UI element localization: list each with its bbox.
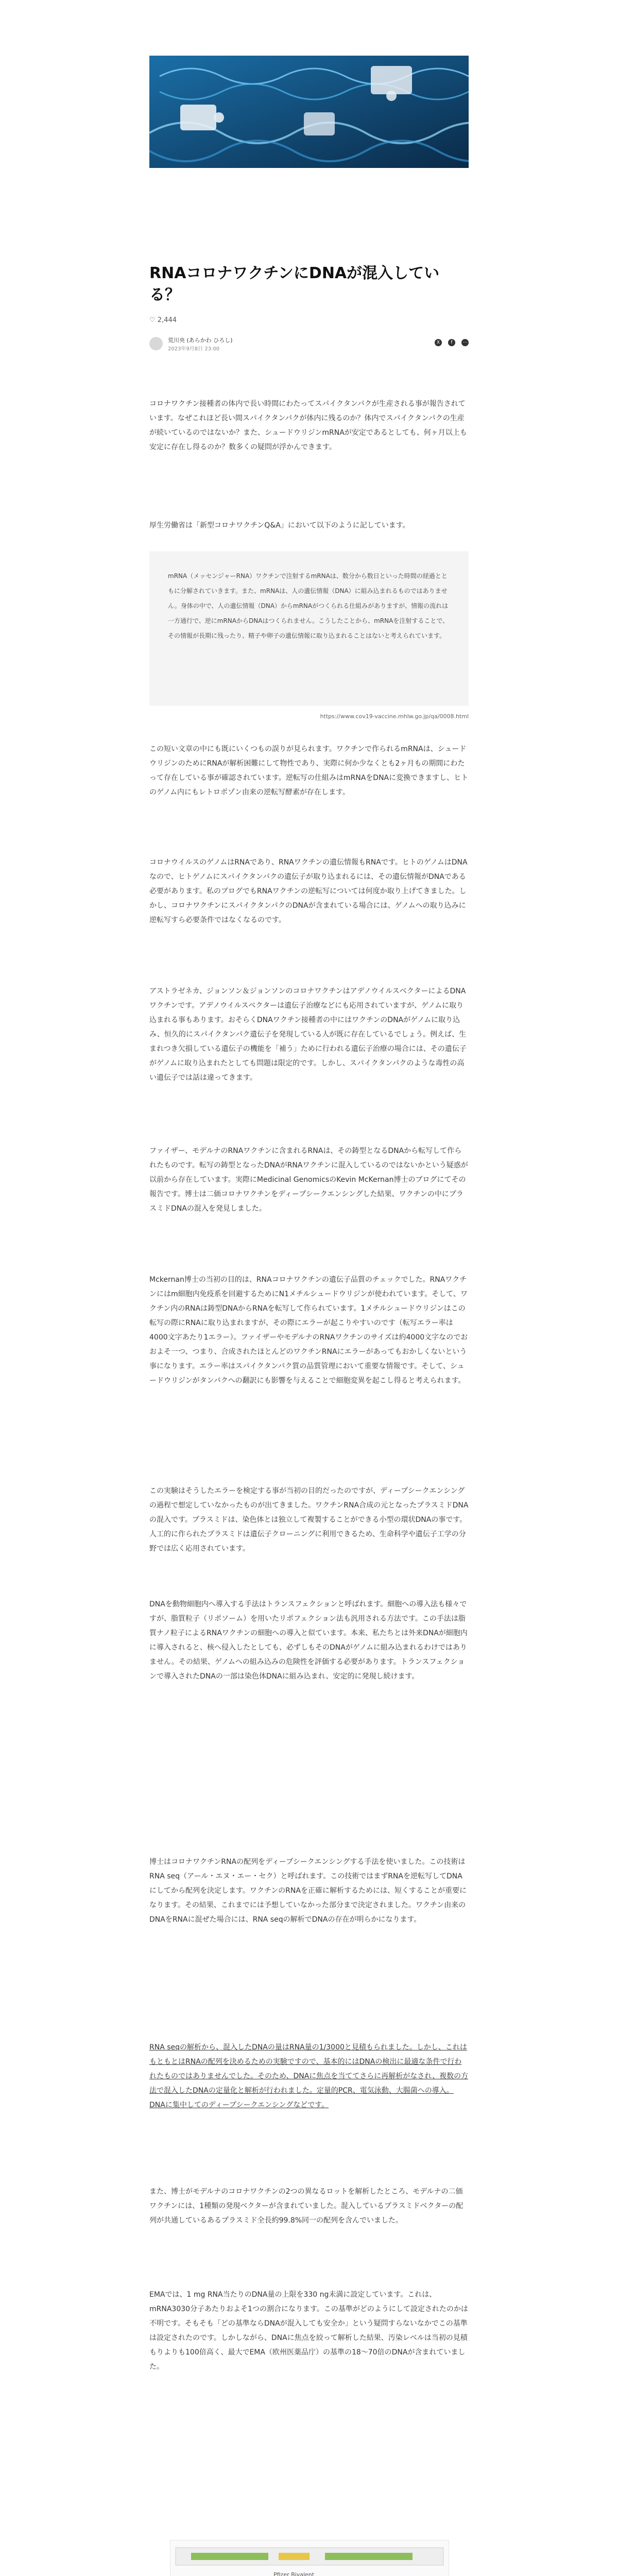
link-icon[interactable]: ⋯ — [461, 339, 469, 346]
quote-source-link[interactable]: https://www.cov19-vaccine.mhlw.go.jp/qa/0008.html — [320, 713, 469, 720]
plasmid-map-graphic — [170, 2540, 449, 2576]
dna-puzzle-illustration — [149, 56, 469, 168]
avatar[interactable] — [149, 337, 163, 350]
x-icon[interactable]: X — [435, 339, 442, 346]
body-paragraph: DNAを動物細胞内へ導入する手法はトランスフェクションと呼ばれます。細胞への導入法も様々ですが、脂質粒子（リポソーム）を用いたリポフェクション法も汎用される方法です。この手法は脂質ナノ粒子によるRNAワクチンの細胞への導入と似ています。本来、私たちとは外来DNAが細胞内に導入されると、核へ侵入したとしても、必ずしもそのDNAがゲノムに組み込まれるわけではありません。その結果、ゲノムへの組み込みの危険性を評価する必要があります。トランスフェクションで導入されたDNAの一部は染色体DNAに組み込まれ、安定的に発現し続けます。 — [149, 1600, 468, 1681]
body-paragraph: この実験はそうしたエラーを検定する事が当初の目的だったのですが、ディープシークエンシングの過程で想定していなかったものが出てきました。ワクチンRNA合成の元となったプラスミドDNAの混入です。プラスミドは、染色体とは独立して複製することができる小型の環状DNAの事です。人工的に作られたプラスミドは遺伝子クローニングに利用できるため、生命科学や遺伝子工学の分野では広く応用されています。 — [149, 1487, 469, 1553]
quote-text: mRNA（メッセンジャーRNA）ワクチンで注射するmRNAは、数分から数日といった時間の経過とともに分解されていきます。また、mRNAは、人の遺伝情報（DNA）に組み込まれるものではありません。身体の中で、人の遺伝情報（DNA）からmRNAがつくられる仕組みがありますが、情報の流れは一方通行で、逆にmRNAからDNAはつくられません。こうしたことから、mRNAを注射することで、その情報が長期に残ったり、精子や卵子の遺伝情報に取り込まれることはないと考えられています。 — [168, 572, 449, 639]
intro-paragraph-2: 厚生労働省は「新型コロナワクチンQ&A」において以下のように記しています。 — [149, 521, 410, 530]
author-block — [149, 336, 469, 357]
body-paragraph: RNA seqの解析から、混入したDNAの量はRNA量の1/3000と見積もられました。しかし、これはもともとはRNAの配列を決めるための実験ですので、基本的にはDNAの検出に最適な条件で行われたものではありませんでした。そのため、DNAに焦点を当ててさらに再解析がなされ、複数の方法で混入したDNAの定量化と解析が行われました。定量的PCR、電気泳動、大腸菌への導入。DNAに集中してのディープシークエンシングなどです。 — [149, 2043, 469, 2109]
body-paragraph: EMAでは、1 mg RNA当たりのDNA量の上限を330 ng未満に設定しています。これは、mRNA3030分子あたりおよそ1つの割合になります。この基準がどのようにして設定されたのかは不明です。そもそも「どの基準ならDNAが混入しても安全か」という疑問すらないなかでこの基準は設定されたのです。しかしながら、DNAに焦点を絞って解析した結果、汚染レベルは当初の見積もりよりも100倍高く、最大でEMA（欧州医薬品庁）の基準の18〜70倍のDNAが含まれていました。 — [149, 2291, 468, 2371]
body-paragraph: コロナウイルスのゲノムはRNAであり、RNAワクチンの遺伝情報もRNAです。ヒトのゲノムはDNAなので、ヒトゲノムにスパイクタンパクの遺伝子が取り込まれるには、その遺伝情報がDNAである必要があります。私のブログでもRNAワクチンの逆転写については何度か取り上げてきました。しかし、コロナワクチンにスパイクタンパクのDNAが含まれている場合には、ゲノムへの取り込みに逆転写すら必要条件ではなくなるのです。 — [149, 858, 468, 924]
facebook-icon[interactable]: f — [448, 339, 455, 346]
share-bar — [435, 339, 469, 346]
like-counter[interactable] — [149, 316, 177, 324]
figure-label-title: Pfizer Bivalent — [273, 2571, 315, 2576]
plasmid-map-figure — [170, 2540, 449, 2576]
body-paragraph: 博士はコロナワクチンRNAの配列をディープシークエンシングする手法を使いました。この技術はRNA seq（アール・エヌ・エー・セク）と呼ばれます。この技術ではまずRNAを逆転写してDNAにしてから配列を決定します。ワクチンのRNAを正確に解析するためには、短くすることが重要になります。その結果、これまでには予想していなかった部分まで決定されました。ワクチン由来のDNAをRNAに混ぜた場合には、RNA seqの解析でDNAの存在が明らかになります。 — [149, 1858, 467, 1924]
hero-image — [149, 56, 469, 168]
article-title: RNAコロナワクチンにDNAが混入している？ — [149, 264, 440, 304]
body-paragraph: ファイザー、モデルナのRNAワクチンに含まれるRNAは、その鋳型となるDNAから転写して作られたものです。転写の鋳型となったDNAがRNAワクチンに混入しているのではないかという疑惑が以前から存在しています。実際にMedicinal GenomicsのKevin McKernan博士のブログにてその報告です。博士は二価コロナワクチンをディープシークエンシングした結果、ワクチンの中にプラスミドDNAの混入を発見しました。 — [149, 1147, 468, 1213]
quote-block — [149, 551, 469, 706]
publish-date: 2023年9月8日 23:00 — [168, 346, 220, 352]
like-count: 2,444 — [157, 316, 177, 324]
author-name[interactable]: 荒川央 (あらかわ ひろし) — [168, 337, 233, 344]
body-paragraph: Mckernan博士の当初の目的は、RNAコロナワクチンの遺伝子品質のチェックでした。RNAワクチンにはm細胞内免疫系を回避するためにN1メチルシュードウリジンが使われています。そして、ワクチン内のRNAは鋳型DNAからRNAを転写して作られています。1メチルシュードウリジンはこの転写の際にRNAに取り込まれますが、その際にエラーが起こりやすいのです（転写エラー率は4000文字あたり1エラー）。ファイザーやモデルナのRNAワクチンのサイズは約4000文字なのでおおよそ一つ、つまり、合成されたほとんどのワクチンRNAにエラーがあってもおかしくないという事になります。エラー率はスパイクタンパク質の品質管理において重要な情報です。そして、シュードウリジンがタンパクへの翻訳にも影響を与えることで細胞変異を起こし得ると考えられます。 — [149, 1276, 468, 1385]
body-paragraph: この短い文章の中にも既にいくつもの誤りが見られます。ワクチンで作られるmRNAは、シュードウリジンのためにRNAが解析困難にして物性であり、実際に何か少なくとも2ヶ月もの期間にわたって存在している事が確認されています。逆転写の仕組みはmRNAをDNAに変換できますし、ヒトのゲノム内にもレトロポゾン由来の逆転写酵素が存在します。 — [149, 745, 469, 796]
body-paragraph: アストラゼネカ、ジョンソン＆ジョンソンのコロナワクチンはアデノウイルスベクターによるDNAワクチンです。アデノウイルスベクターは遺伝子治療などにも応用されていますが、ゲノムに取り込まれる事もあります。おそらくDNAワクチン接種者の中にはワクチンのDNAがゲノムに取り込み、恒久的にスパイクタンパク遺伝子を発現している人が既に存在しているでしょう。例えば、生まれつき欠損している遺伝子の機能を「補う」ために行われる遺伝子治療の場合には、その遺伝子がゲノムに取り込まれたとしても問題は限定的です。しかし、スパイクタンパクのような毒性の高い遺伝子では話は違ってきます。 — [149, 987, 467, 1082]
intro-paragraph: コロナワクチン接種者の体内で長い時間にわたってスパイクタンパクが生産される事が報告されています。なぜこれほど長い間スパイクタンパクが体内に残るのか？体内でスパイクタンパクの生産が続いているのではないか？また、シュードウリジンmRNAが安定であるとしても、何ヶ月以上も安定に存在し得るのか？数多くの疑問が浮かんできます。 — [149, 400, 467, 451]
heart-icon[interactable]: ♡ — [149, 316, 156, 324]
body-paragraph: また、博士がモデルナのコロナワクチンの2つの異なるロットを解析したところ、モデルナの二価ワクチンには、1種類の発現ベクターが含まれていました。混入しているプラスミドベクターの配列が共通しているあるプラスミド全長約99.8%同一の配列を含んでいました。 — [149, 2188, 464, 2225]
